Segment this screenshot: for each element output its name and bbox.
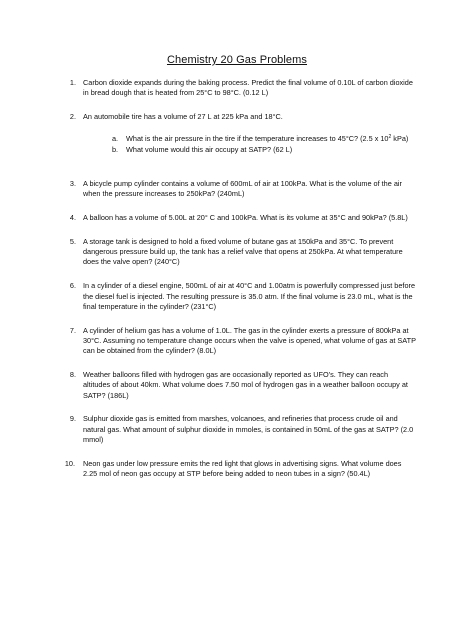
sub-question-b [112, 145, 416, 155]
sub-question-label: b. [112, 144, 119, 154]
question-number: 9. [69, 414, 76, 424]
question-text: A cylinder of helium gas has a volume of 1.0L. The gas in the cylinder exerts a pressure of 800kPa at 30°C. Assuming no temperature change occurs when the valve is opened, what volume of gas at SATP can be obtained from the cylinder? (8.0L) [83, 325, 416, 356]
question-text: An automobile tire has a volume of 27 L at 225 kPa and 18°C. [83, 112, 283, 122]
question-5 [58, 237, 416, 268]
superscript: 2 [388, 134, 392, 141]
question-10 [58, 459, 416, 480]
sub-question-label: a. [112, 134, 119, 144]
sub-question-text: What volume would this air occupy at SATP? (62 L) [126, 144, 293, 154]
question-2 [58, 112, 416, 155]
question-number: 2. [69, 112, 76, 122]
sub-question-list [112, 134, 416, 155]
question-number: 4. [69, 213, 76, 223]
question-text: A bicycle pump cylinder contains a volume of 600mL of air at 100kPa. What is the volume of the air when the pressure increases to 250kPa? (240mL) [83, 178, 402, 199]
question-number: 3. [69, 178, 76, 188]
question-number: 8. [69, 370, 76, 380]
question-text: Sulphur dioxide gas is emitted from marshes, volcanoes, and refineries that process crude oil and natural gas. What amount of sulphur dioxide in mmoles, is contained in 50mL of the gas at SATP? (2.0 mmol) [83, 414, 414, 445]
sub-question-text: What is the air pressure in the tire if the temperature increases to 45°C? (2.5 x $10^2$ kPa) [126, 134, 409, 144]
question-6 [58, 281, 416, 312]
question-8 [58, 370, 416, 401]
question-number: 5. [69, 236, 76, 246]
question-text: Carbon dioxide expands during the baking process. Predict the final volume of 0.10L of carbon dioxide in bread dough that is heated from 25°C to 98°C. (0.12 L) [83, 78, 413, 98]
question-text: A storage tank is designed to hold a fixed volume of butane gas at 150kPa and 35°C. To prevent dangerous pressure build up, the tank has a relief valve that opens at 250kPa. At what temperature does the valve open? (240°C) [83, 236, 403, 267]
question-number: 6. [69, 281, 76, 291]
question-number: 10. [64, 458, 75, 468]
question-7 [58, 326, 416, 357]
question-text: Weather balloons filled with hydrogen gas are occasionally reported as UFO’s. They can reach altitudes of about 40km. What volume does 7.50 mol of hydrogen gas in a weather balloon occupy at SATP? (186L) [83, 370, 408, 400]
sub-question-a [112, 134, 416, 144]
question-9 [58, 414, 416, 445]
document-title: Chemistry 20 Gas Problems [166, 54, 308, 66]
question-text: Neon gas under low pressure emits the red light that glows in advertising signs. What volume does 2.25 mol of neon gas occupy at STP before being added to neon tubes in a sign? (50.4L) [83, 458, 402, 479]
question-text: A balloon has a volume of 5.00L at 20° C and 100kPa. What is its volume at 35°C and 90kPa? (5.8L) [83, 213, 408, 223]
question-text: In a cylinder of a diesel engine, 500mL of air at 40°C and 1.00atm is powerfully compressed just before the diesel fuel is injected. The resulting pressure is 35.0 atm. If the final volume is 23.0 mL, what is the final temperature in the cylinder? (231°C) [83, 281, 416, 311]
question-4 [58, 213, 416, 223]
question-1 [58, 78, 416, 99]
question-number: 7. [69, 325, 76, 335]
question-3 [58, 179, 416, 200]
question-number: 1. [69, 78, 76, 87]
